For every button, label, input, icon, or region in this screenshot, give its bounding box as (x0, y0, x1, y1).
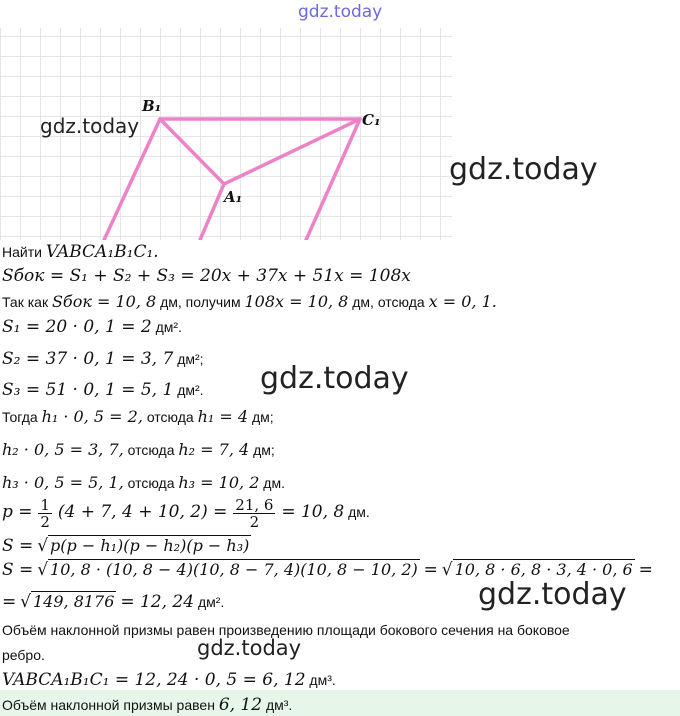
line-s2: S₂ = 37 · 0, 1 = 3, 7 дм²; (2, 349, 204, 369)
line-h3: h₃ · 0, 5 = 5, 1, отсюда h₃ = 10, 2 дм. (2, 473, 285, 492)
fraction-21-6: $\frac{21, 6}{2}$ (235, 496, 274, 531)
line-heron-values: S = √ 10, 8 · (10, 8 − 4)(10, 8 − 7, 4)(10, 8 − 10, 2) = √ 10, 8 · 6, 8 · 3, 4 · 0, 6 = (2, 560, 653, 580)
line-s3: S₃ = 51 · 0, 1 = 5, 1 дм². (2, 380, 204, 400)
line-h1: Тогда h₁ · 0, 5 = 2, отсюда h₁ = 4 дм; (2, 407, 274, 426)
line-volume-calc: VABCA₁B₁C₁ = 12, 24 · 0, 5 = 6, 12 дм³. (2, 670, 336, 690)
line-s1: S₁ = 20 · 0, 1 = 2 дм². (2, 317, 182, 337)
watermark-bottom: gdz.today (197, 636, 302, 660)
vertex-label-b1: B₁ (142, 97, 162, 115)
watermark-right: gdz.today (449, 152, 598, 187)
edge-b1-a1 (160, 119, 224, 184)
watermark-figure: gdz.today (40, 114, 140, 138)
watermark-top: gdz.today (298, 2, 383, 22)
watermark-lower: gdz.today (478, 577, 627, 612)
watermark-middle: gdz.today (260, 361, 409, 396)
line-semiperimeter: p = $\frac{1}{2}$ (4 + 7, 4 + 10, 2) = $\frac{21, 6}{2}$ = 10, 8 дм. (2, 496, 370, 531)
edge-a1-c1 (224, 119, 360, 184)
vertex-label-c1: C₁ (362, 111, 381, 129)
edge-c1-c (306, 119, 360, 240)
line-heron: S = √ p(p − h₁)(p − h₂)(p − h₃) (2, 536, 250, 556)
line-lateral-area: Sбок = S₁ + S₂ + S₃ = 20x + 37x + 51x = 108x (2, 266, 411, 286)
line-answer: Объём наклонной призмы равен 6, 12 дм³. (2, 695, 293, 715)
line-volume-rule: Объём наклонной призмы равен произведению площади бокового сечения на боковое (2, 622, 570, 638)
line-find-volume: Найти VABCA₁B₁C₁. (2, 242, 159, 262)
line-area-result: = √ 149, 8176 = 12, 24 дм². (2, 592, 225, 612)
line-h2: h₂ · 0, 5 = 3, 7, отсюда h₂ = 7, 4 дм; (2, 440, 275, 459)
line-since: Так как Sбок = 10, 8 дм, получим 108x = 10, 8 дм, отсюда x = 0, 1. (2, 292, 497, 311)
fraction-half: $\frac{1}{2}$ (40, 496, 50, 531)
line-volume-rule-cont: ребро. (2, 647, 45, 663)
vertex-label-a1: A₁ (224, 188, 243, 206)
edge-a1-a (200, 184, 224, 240)
